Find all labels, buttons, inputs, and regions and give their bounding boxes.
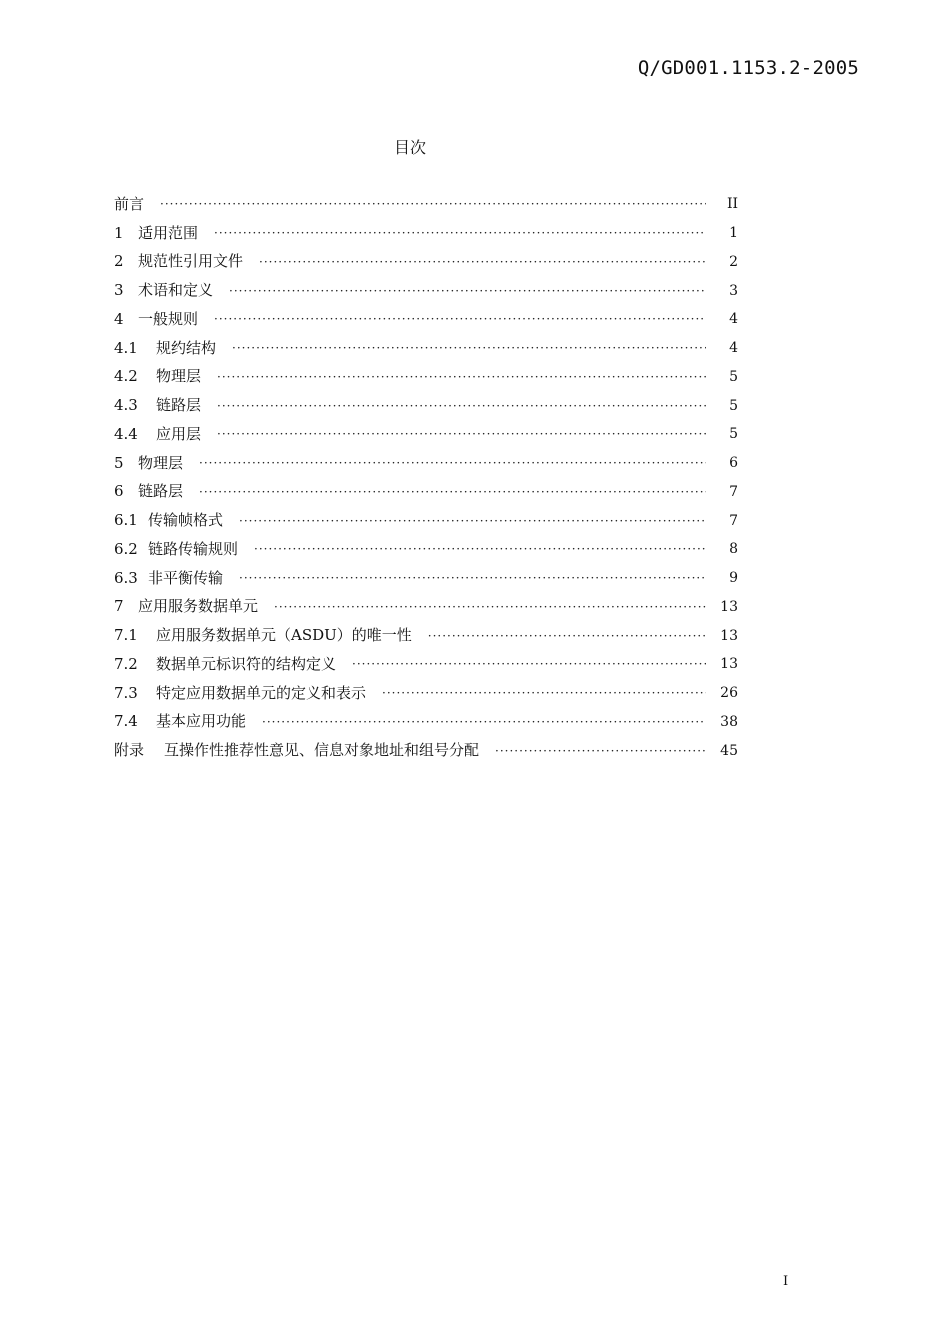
toc-entry-number: 4	[114, 309, 124, 328]
toc-entry-page: 5	[729, 397, 738, 414]
toc-entry-page: 4	[729, 311, 738, 328]
toc-entry-text: 应用服务数据单元	[138, 597, 259, 616]
toc-entry-page: 2	[729, 253, 738, 270]
toc-entry-page: 5	[729, 426, 738, 443]
toc-entry-text: 数据单元标识符的结构定义	[156, 654, 337, 673]
toc-entry-text: 适用范围	[138, 223, 199, 242]
toc-entry-page: 7	[729, 512, 738, 529]
toc-entry-7-2[interactable]	[114, 650, 738, 679]
toc-entry-page: 26	[720, 685, 738, 702]
toc-entry-number: 4.3	[114, 396, 138, 415]
toc-entry-page: II	[726, 196, 738, 213]
toc-entry-text: 应用层	[156, 424, 202, 443]
dot-leader	[352, 658, 706, 670]
toc-entry-appendix[interactable]	[114, 736, 738, 765]
toc-entry-page: 7	[729, 483, 738, 500]
toc-entry-page: 9	[729, 570, 738, 587]
toc-entry-4-2[interactable]	[114, 363, 738, 392]
toc-entry-page: 6	[729, 455, 738, 472]
dot-leader	[239, 572, 706, 584]
dot-leader	[160, 198, 706, 210]
toc-entry-text: 应用服务数据单元（ASDU）的唯一性	[156, 626, 412, 645]
dot-leader	[274, 601, 706, 613]
toc-entry-page: 45	[720, 742, 738, 759]
dot-leader	[199, 486, 706, 498]
toc-entry-6-3[interactable]	[114, 564, 738, 593]
toc-entry-number: 7.3	[114, 683, 138, 702]
toc-entry-7-1[interactable]	[114, 621, 738, 650]
dot-leader	[217, 428, 706, 440]
toc-entry-4-1[interactable]	[114, 334, 738, 363]
toc-entry-text: 链路传输规则	[148, 539, 239, 558]
toc-entry-number: 7.2	[114, 654, 138, 673]
toc-entry-foreword[interactable]	[114, 190, 738, 219]
toc-entry-number: 附录	[114, 741, 145, 760]
toc-entry-text: 一般规则	[138, 309, 199, 328]
page-number: I	[783, 1274, 789, 1289]
toc-entry-number: 6.2	[114, 539, 138, 558]
toc-entry-2[interactable]	[114, 248, 738, 277]
toc-entry-1[interactable]	[114, 219, 738, 248]
toc-entry-number: 2	[114, 252, 124, 271]
toc-entry-text: 物理层	[138, 453, 184, 472]
toc-entry-5[interactable]	[114, 449, 738, 478]
document-code: Q/GD001.1153.2-2005	[637, 57, 859, 79]
dot-leader	[262, 716, 706, 728]
dot-leader	[217, 400, 706, 412]
toc-entry-page: 8	[729, 541, 738, 558]
toc-entry-number: 7.1	[114, 626, 138, 645]
toc-entry-number: 6.1	[114, 511, 138, 530]
toc-entry-4-3[interactable]	[114, 391, 738, 420]
toc-entry-number: 1	[114, 223, 124, 242]
toc-entry-number: 4.4	[114, 424, 138, 443]
toc-entry-4-4[interactable]	[114, 420, 738, 449]
dot-leader	[232, 342, 706, 354]
toc-entry-7-3[interactable]	[114, 679, 738, 708]
dot-leader	[428, 630, 706, 642]
toc-entry-7[interactable]	[114, 593, 738, 622]
dot-leader	[239, 515, 706, 527]
dot-leader	[217, 371, 706, 383]
toc-entry-number: 4.2	[114, 367, 138, 386]
toc-entry-text: 基本应用功能	[156, 712, 247, 731]
toc-entry-page: 5	[729, 368, 738, 385]
toc-entry-number: 6.3	[114, 568, 138, 587]
dot-leader	[259, 256, 706, 268]
toc-entry-page: 13	[720, 656, 738, 673]
toc-entry-page: 1	[729, 225, 738, 242]
toc-entry-4[interactable]	[114, 305, 738, 334]
toc-entry-text: 规范性引用文件	[138, 252, 244, 271]
toc-entry-page: 13	[720, 627, 738, 644]
toc-entry-text: 互操作性推荐性意见、信息对象地址和组号分配	[164, 741, 480, 760]
toc-entry-text: 特定应用数据单元的定义和表示	[156, 683, 367, 702]
toc-entry-page: 13	[720, 598, 738, 615]
toc-entry-text: 非平衡传输	[148, 568, 224, 587]
toc-entry-text: 链路层	[156, 396, 202, 415]
dot-leader	[382, 687, 706, 699]
toc-entry-6-1[interactable]	[114, 506, 738, 535]
dot-leader	[199, 457, 706, 469]
toc-entry-number: 6	[114, 482, 124, 501]
dot-leader	[214, 313, 706, 325]
toc-entry-text: 前言	[114, 194, 145, 213]
dot-leader	[495, 745, 706, 757]
dot-leader	[254, 543, 706, 555]
toc-title: 目次	[393, 138, 426, 157]
table-of-contents	[114, 190, 738, 765]
dot-leader	[229, 285, 706, 297]
dot-leader	[214, 227, 706, 239]
toc-entry-number: 7	[114, 597, 124, 616]
toc-entry-page: 3	[729, 282, 738, 299]
toc-entry-text: 术语和定义	[138, 281, 214, 300]
toc-entry-text: 链路层	[138, 482, 184, 501]
toc-entry-number: 7.4	[114, 712, 138, 731]
toc-entry-number: 3	[114, 281, 124, 300]
toc-entry-number: 5	[114, 453, 124, 472]
toc-entry-number: 4.1	[114, 338, 138, 357]
toc-entry-6-2[interactable]	[114, 535, 738, 564]
toc-entry-text: 物理层	[156, 367, 202, 386]
toc-entry-text: 规约结构	[156, 338, 217, 357]
toc-entry-text: 传输帧格式	[148, 511, 224, 530]
toc-entry-7-4[interactable]	[114, 708, 738, 737]
toc-entry-6[interactable]	[114, 478, 738, 507]
toc-entry-page: 38	[720, 713, 738, 730]
toc-entry-3[interactable]	[114, 276, 738, 305]
toc-entry-page: 4	[729, 340, 738, 357]
